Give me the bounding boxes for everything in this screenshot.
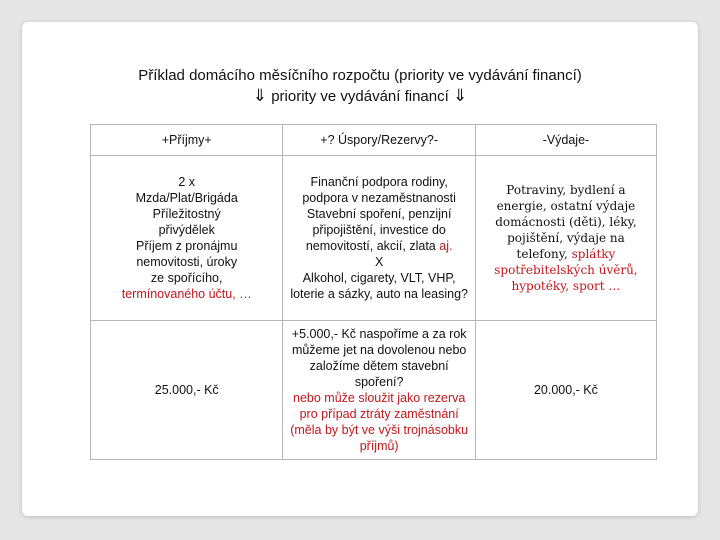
income-line: Příjem z pronájmu [136, 239, 238, 253]
table-header-row [91, 125, 657, 156]
income-line-red: termínovaného účtu, … [121, 287, 252, 301]
savings-amount-text-red: nebo může sloužit jako rezerva pro případ ztráty zaměstnání (měla by být ve výši trojnásobku příjmů) [290, 391, 469, 453]
savings-amount-cell [283, 321, 475, 460]
slide-title [22, 66, 698, 107]
income-amount-cell: 25.000,- Kč [91, 321, 283, 460]
header-income: +Příjmy+ [91, 125, 283, 156]
title-line-2-text: priority ve vydávání financí [271, 88, 449, 105]
expenses-text-red: splátky spotřebitelských úvěrů, hypotéky, sport … [494, 247, 638, 293]
table-row [91, 321, 657, 460]
savings-x: X [374, 255, 384, 269]
expenses-amount-cell: 20.000,- Kč [475, 321, 656, 460]
slide [22, 22, 698, 516]
income-line: Příležitostný [152, 207, 221, 221]
savings-cell [283, 156, 475, 321]
budget-table [90, 124, 657, 460]
table-row [91, 156, 657, 321]
income-line: ze spořícího, [150, 271, 223, 285]
expenses-cell [475, 156, 656, 321]
down-arrow-icon: ⇓ [252, 86, 268, 105]
down-arrow-icon: ⇓ [452, 86, 468, 105]
income-sources-cell [91, 156, 283, 321]
savings-amount-text: +5.000,- Kč naspoříme a za rok můžeme jet na dovolenou nebo založíme dětem stavební spoření? [291, 327, 467, 389]
expenses-text: Potraviny, bydlení a energie, ostatní výdaje domácnosti (děti), léky, pojištění, výdaje na telefony, [495, 183, 637, 261]
title-line-1: Příklad domácího měsíčního rozpočtu (priority ve vydávání financí) [138, 67, 582, 84]
savings-text-red: aj. [439, 239, 453, 253]
savings-text-2: Alkohol, cigarety, VLT, VHP, loterie a sázky, auto na leasing? [290, 271, 468, 301]
savings-text: Finanční podpora rodiny, podpora v nezaměstnanosti Stavební spoření, penzijní připojištění, investice do nemovitostí, akcií, zlata [302, 175, 456, 253]
header-expenses: -Výdaje- [475, 125, 656, 156]
income-line: nemovitosti, úroky [136, 255, 238, 269]
title-line-2 [22, 86, 698, 107]
income-line: přivýdělek [158, 223, 215, 237]
income-line: Mzda/Plat/Brigáda [135, 191, 238, 205]
income-line: 2 x [178, 175, 196, 189]
header-savings: +? Úspory/Rezervy?- [283, 125, 475, 156]
